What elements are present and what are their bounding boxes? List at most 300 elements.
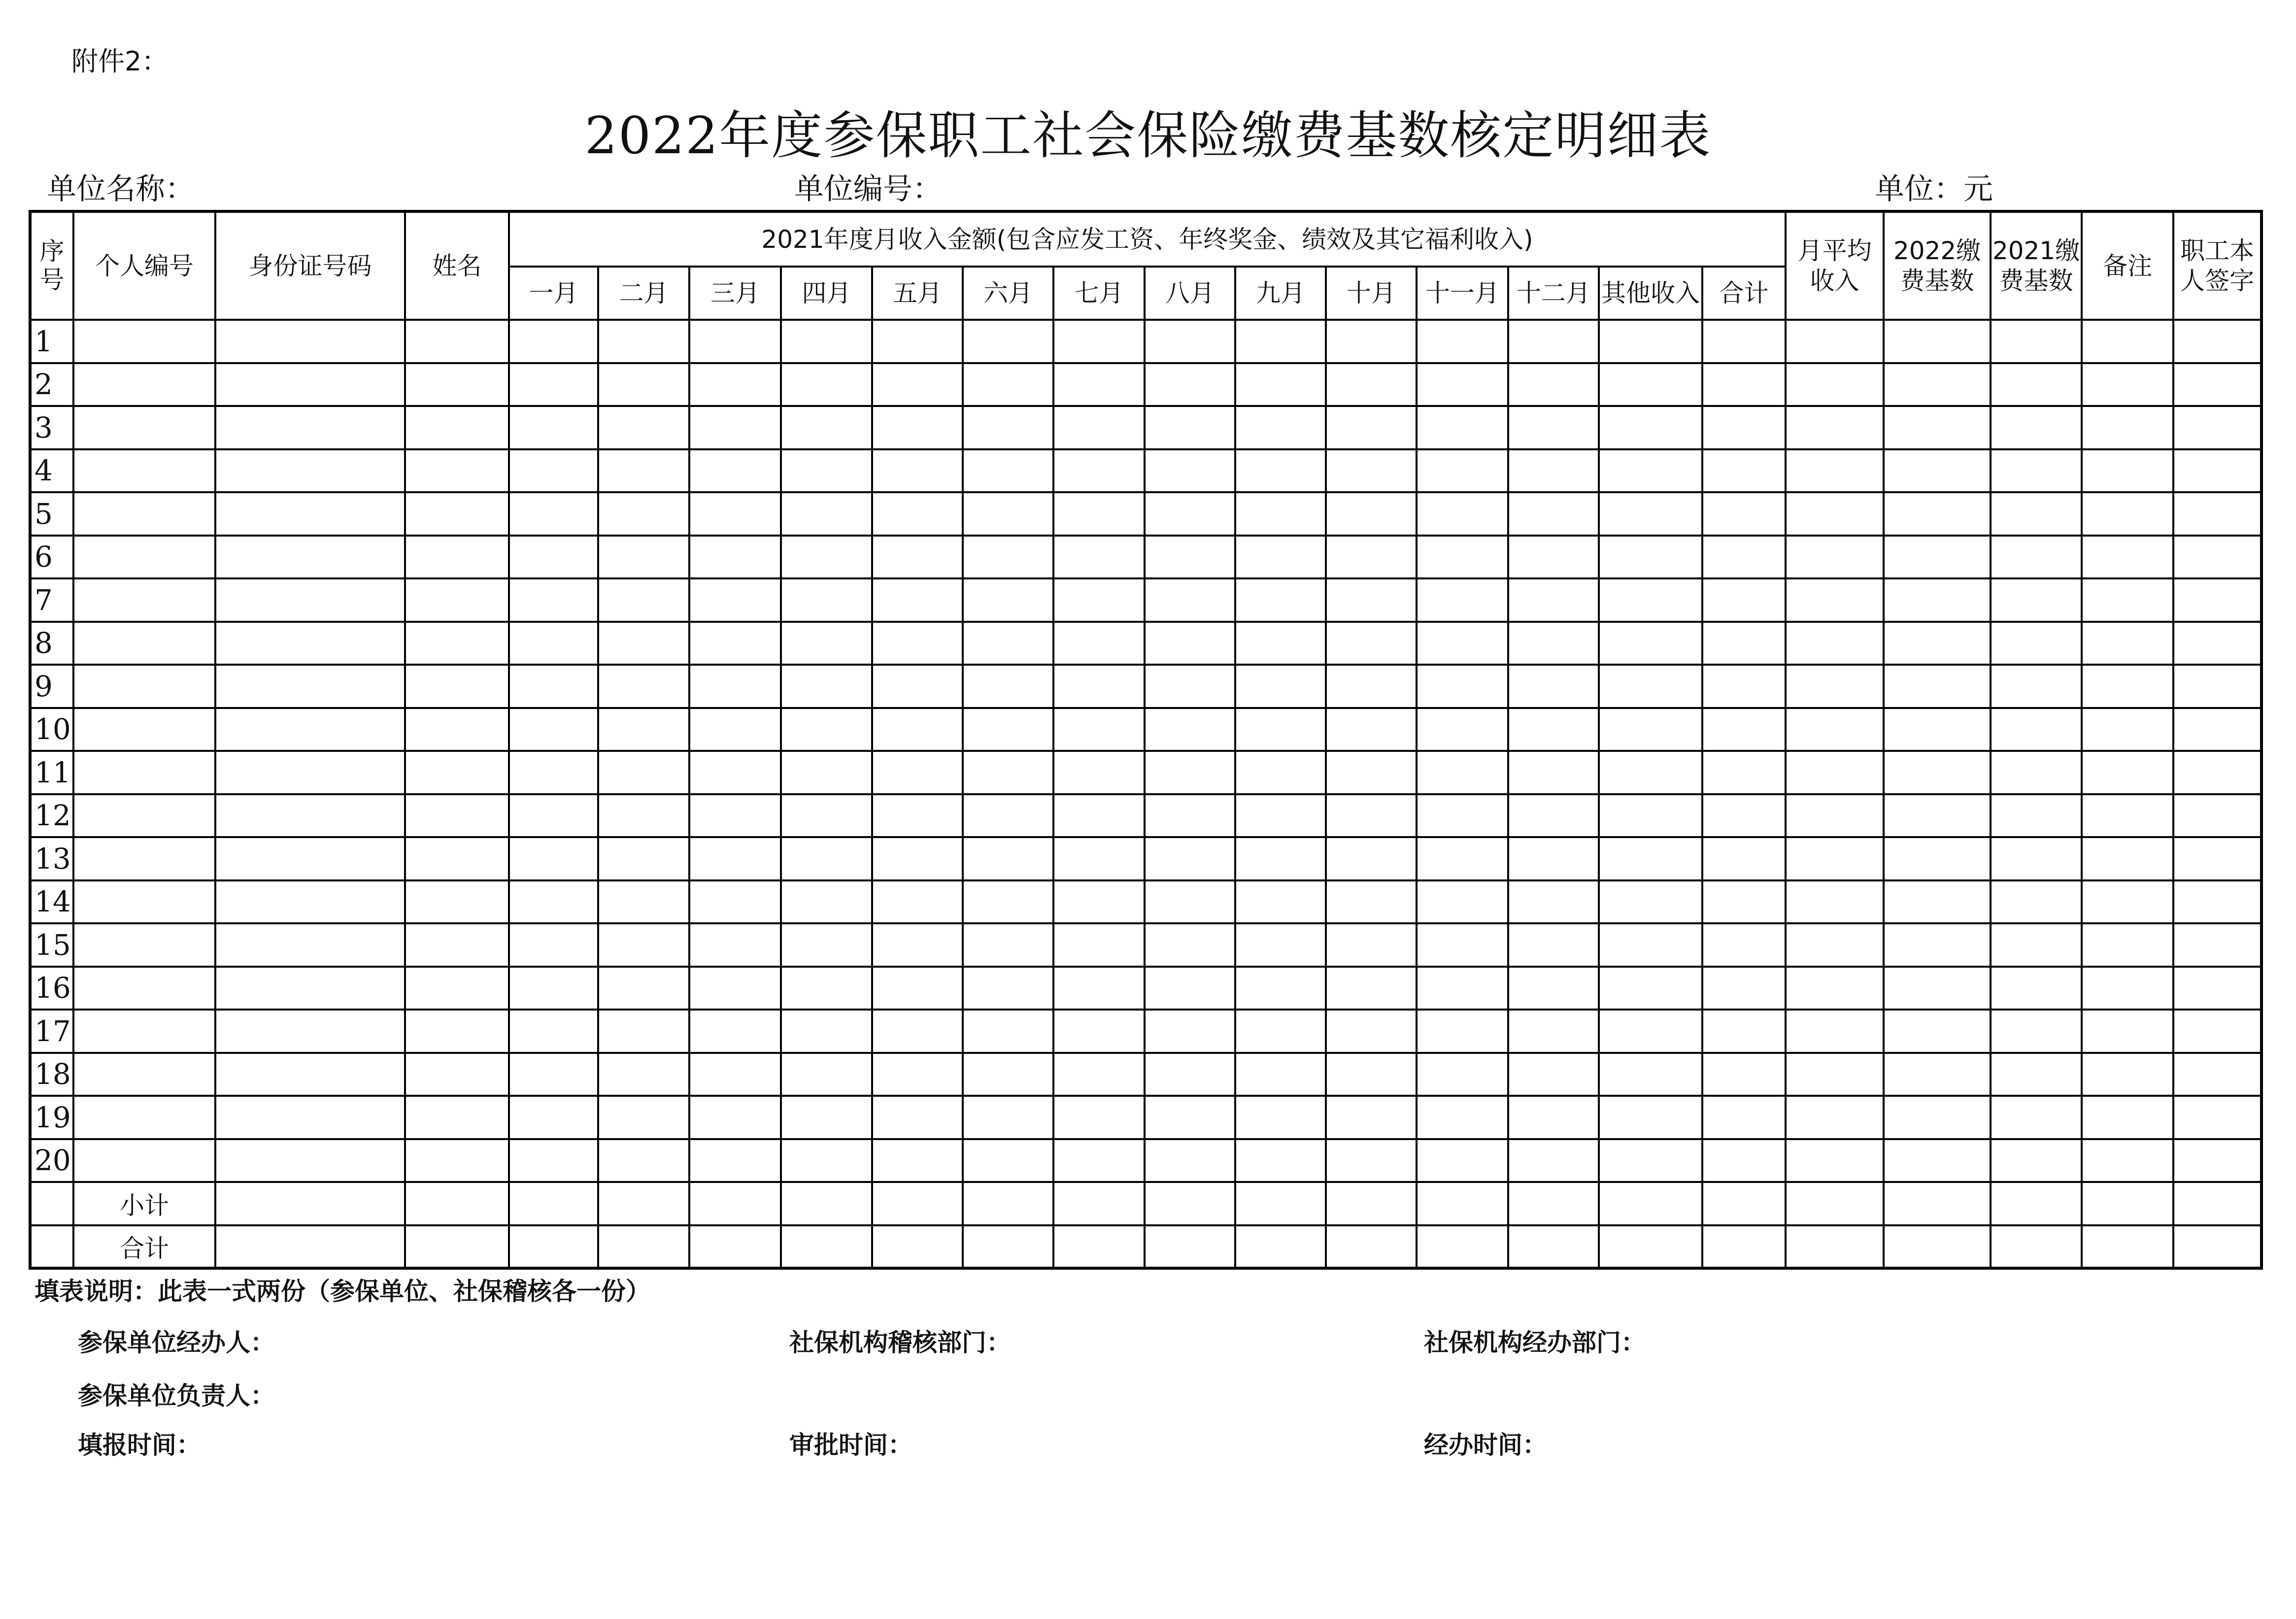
table-cell[interactable] [1508, 1096, 1599, 1139]
table-cell[interactable] [2082, 449, 2173, 493]
table-cell[interactable] [781, 492, 872, 536]
table-cell[interactable] [598, 1182, 689, 1225]
table-cell[interactable] [215, 665, 405, 708]
table-cell[interactable] [1991, 1139, 2082, 1182]
table-cell[interactable] [509, 1225, 598, 1269]
table-cell[interactable] [1417, 492, 1508, 536]
table-cell[interactable] [1991, 837, 2082, 880]
table-cell[interactable] [963, 1010, 1053, 1053]
table-cell[interactable] [1053, 363, 1145, 406]
table-cell[interactable] [1326, 665, 1417, 708]
table-cell[interactable] [1599, 406, 1702, 449]
table-cell[interactable] [1786, 320, 1884, 363]
table-cell[interactable] [598, 708, 689, 751]
table-cell[interactable] [2173, 967, 2262, 1010]
table-cell[interactable] [1326, 449, 1417, 493]
table-cell[interactable] [1053, 492, 1145, 536]
table-cell[interactable] [1145, 1053, 1235, 1096]
table-cell[interactable] [689, 622, 781, 665]
table-cell[interactable] [1508, 1010, 1599, 1053]
table-cell[interactable] [1599, 708, 1702, 751]
table-cell[interactable] [2082, 1096, 2173, 1139]
table-cell[interactable] [509, 967, 598, 1010]
table-cell[interactable] [1145, 449, 1235, 493]
table-cell[interactable] [1235, 1139, 1326, 1182]
table-cell[interactable] [1053, 794, 1145, 838]
table-cell[interactable] [1145, 536, 1235, 579]
table-cell[interactable] [1508, 1139, 1599, 1182]
table-cell[interactable] [1884, 1182, 1991, 1225]
table-cell[interactable] [1508, 751, 1599, 794]
table-cell[interactable] [509, 622, 598, 665]
table-cell[interactable] [1053, 665, 1145, 708]
table-cell[interactable] [1702, 794, 1786, 838]
table-cell[interactable] [2173, 1010, 2262, 1053]
table-cell[interactable] [872, 363, 963, 406]
table-cell[interactable] [1053, 880, 1145, 924]
table-cell[interactable] [1508, 708, 1599, 751]
table-cell[interactable] [2082, 708, 2173, 751]
table-cell[interactable] [1235, 837, 1326, 880]
table-cell[interactable] [1145, 1182, 1235, 1225]
table-cell[interactable] [2173, 449, 2262, 493]
table-cell[interactable] [405, 578, 509, 622]
table-cell[interactable] [1417, 794, 1508, 838]
table-cell[interactable] [509, 751, 598, 794]
table-cell[interactable] [509, 578, 598, 622]
table-cell[interactable] [1599, 751, 1702, 794]
table-cell[interactable] [73, 536, 215, 579]
table-cell[interactable] [2082, 967, 2173, 1010]
table-cell[interactable] [1053, 837, 1145, 880]
table-cell[interactable] [1702, 1053, 1786, 1096]
table-cell[interactable] [1786, 449, 1884, 493]
table-cell[interactable] [598, 578, 689, 622]
table-cell[interactable] [1702, 1096, 1786, 1139]
table-cell[interactable] [1599, 492, 1702, 536]
table-cell[interactable] [598, 406, 689, 449]
table-cell[interactable] [1326, 837, 1417, 880]
table-cell[interactable] [1417, 923, 1508, 967]
table-cell[interactable] [509, 665, 598, 708]
table-cell[interactable] [1991, 536, 2082, 579]
table-cell[interactable] [215, 1182, 405, 1225]
table-cell[interactable] [2082, 1182, 2173, 1225]
table-cell[interactable] [963, 1053, 1053, 1096]
table-cell[interactable] [1884, 880, 1991, 924]
table-cell[interactable] [215, 794, 405, 838]
table-cell[interactable] [1417, 665, 1508, 708]
table-cell[interactable] [1702, 622, 1786, 665]
table-cell[interactable] [1991, 665, 2082, 708]
table-cell[interactable] [1326, 1182, 1417, 1225]
table-cell[interactable] [1326, 406, 1417, 449]
table-cell[interactable] [872, 536, 963, 579]
table-cell[interactable] [509, 1096, 598, 1139]
table-cell[interactable] [1786, 578, 1884, 622]
table-cell[interactable] [1786, 406, 1884, 449]
table-cell[interactable] [1053, 923, 1145, 967]
table-cell[interactable] [2082, 751, 2173, 794]
table-cell[interactable] [73, 320, 215, 363]
table-cell[interactable] [1702, 536, 1786, 579]
table-cell[interactable] [689, 751, 781, 794]
table-cell[interactable] [2082, 837, 2173, 880]
table-cell[interactable] [1599, 1139, 1702, 1182]
table-cell[interactable] [1508, 622, 1599, 665]
table-cell[interactable] [1235, 622, 1326, 665]
table-cell[interactable] [2082, 492, 2173, 536]
table-cell[interactable] [872, 1096, 963, 1139]
table-cell[interactable] [1508, 967, 1599, 1010]
table-cell[interactable] [872, 751, 963, 794]
table-cell[interactable] [689, 837, 781, 880]
table-cell[interactable] [1702, 406, 1786, 449]
table-cell[interactable] [1145, 1225, 1235, 1269]
table-cell[interactable] [1884, 665, 1991, 708]
table-cell[interactable] [689, 1139, 781, 1182]
table-cell[interactable] [1508, 665, 1599, 708]
table-cell[interactable] [1145, 751, 1235, 794]
table-cell[interactable] [2173, 880, 2262, 924]
table-cell[interactable] [509, 923, 598, 967]
table-cell[interactable] [73, 622, 215, 665]
table-cell[interactable] [1884, 923, 1991, 967]
table-cell[interactable] [1786, 363, 1884, 406]
table-cell[interactable] [598, 837, 689, 880]
table-cell[interactable] [1417, 1053, 1508, 1096]
table-cell[interactable] [1326, 880, 1417, 924]
table-cell[interactable] [689, 1053, 781, 1096]
table-cell[interactable] [1786, 1182, 1884, 1225]
table-cell[interactable] [1326, 708, 1417, 751]
table-cell[interactable] [872, 1010, 963, 1053]
table-cell[interactable] [1326, 1096, 1417, 1139]
table-cell[interactable] [405, 923, 509, 967]
table-cell[interactable] [73, 449, 215, 493]
table-cell[interactable] [215, 1010, 405, 1053]
table-cell[interactable] [781, 1139, 872, 1182]
table-cell[interactable] [872, 622, 963, 665]
table-cell[interactable] [1599, 967, 1702, 1010]
table-cell[interactable] [1417, 449, 1508, 493]
table-cell[interactable] [2173, 794, 2262, 838]
table-cell[interactable] [963, 578, 1053, 622]
table-cell[interactable] [872, 794, 963, 838]
table-cell[interactable] [405, 1182, 509, 1225]
table-cell[interactable] [1991, 492, 2082, 536]
table-cell[interactable] [781, 665, 872, 708]
table-cell[interactable] [872, 880, 963, 924]
table-cell[interactable] [598, 1053, 689, 1096]
table-cell[interactable] [781, 406, 872, 449]
table-cell[interactable] [405, 1139, 509, 1182]
table-cell[interactable] [1326, 923, 1417, 967]
table-cell[interactable] [1702, 967, 1786, 1010]
table-cell[interactable] [1884, 708, 1991, 751]
table-cell[interactable] [1991, 449, 2082, 493]
table-cell[interactable] [2173, 1096, 2262, 1139]
table-cell[interactable] [781, 967, 872, 1010]
table-cell[interactable] [598, 363, 689, 406]
table-cell[interactable] [689, 665, 781, 708]
table-cell[interactable] [1053, 1139, 1145, 1182]
table-cell[interactable] [1991, 320, 2082, 363]
table-cell[interactable] [405, 622, 509, 665]
table-cell[interactable] [689, 406, 781, 449]
table-cell[interactable] [73, 406, 215, 449]
table-cell[interactable] [963, 708, 1053, 751]
table-cell[interactable] [1599, 1225, 1702, 1269]
table-cell[interactable] [2082, 794, 2173, 838]
table-cell[interactable] [1508, 837, 1599, 880]
table-cell[interactable] [1326, 1010, 1417, 1053]
table-cell[interactable] [2173, 492, 2262, 536]
table-cell[interactable] [215, 1225, 405, 1269]
table-cell[interactable] [2173, 751, 2262, 794]
table-cell[interactable] [1991, 967, 2082, 1010]
table-cell[interactable] [73, 1096, 215, 1139]
table-cell[interactable] [598, 751, 689, 794]
table-cell[interactable] [1702, 492, 1786, 536]
table-cell[interactable] [598, 923, 689, 967]
table-cell[interactable] [509, 708, 598, 751]
table-cell[interactable] [2082, 622, 2173, 665]
table-cell[interactable] [405, 967, 509, 1010]
table-cell[interactable] [1786, 665, 1884, 708]
table-cell[interactable] [1326, 1225, 1417, 1269]
table-cell[interactable] [1991, 622, 2082, 665]
table-cell[interactable] [689, 794, 781, 838]
table-cell[interactable] [781, 578, 872, 622]
table-cell[interactable] [1053, 967, 1145, 1010]
table-cell[interactable] [1326, 320, 1417, 363]
table-cell[interactable] [1145, 1139, 1235, 1182]
table-cell[interactable] [963, 923, 1053, 967]
table-cell[interactable] [509, 536, 598, 579]
table-cell[interactable] [405, 1010, 509, 1053]
table-cell[interactable] [2082, 923, 2173, 967]
table-cell[interactable] [963, 449, 1053, 493]
table-cell[interactable] [1145, 492, 1235, 536]
table-cell[interactable] [963, 967, 1053, 1010]
table-cell[interactable] [1599, 536, 1702, 579]
table-cell[interactable] [1235, 320, 1326, 363]
table-cell[interactable] [598, 622, 689, 665]
table-cell[interactable] [781, 1053, 872, 1096]
table-cell[interactable] [2082, 363, 2173, 406]
table-cell[interactable] [1702, 665, 1786, 708]
table-cell[interactable] [689, 708, 781, 751]
table-cell[interactable] [781, 794, 872, 838]
table-cell[interactable] [405, 837, 509, 880]
table-cell[interactable] [1991, 794, 2082, 838]
table-cell[interactable] [1884, 1010, 1991, 1053]
table-cell[interactable] [1991, 751, 2082, 794]
table-cell[interactable] [1053, 1225, 1145, 1269]
table-cell[interactable] [2173, 665, 2262, 708]
table-cell[interactable] [1884, 967, 1991, 1010]
table-cell[interactable] [1599, 622, 1702, 665]
table-cell[interactable] [1702, 837, 1786, 880]
table-cell[interactable] [1235, 751, 1326, 794]
table-cell[interactable] [1702, 1010, 1786, 1053]
table-cell[interactable] [215, 837, 405, 880]
table-cell[interactable] [1508, 794, 1599, 838]
table-cell[interactable] [1884, 1225, 1991, 1269]
table-cell[interactable] [872, 320, 963, 363]
table-cell[interactable] [215, 578, 405, 622]
table-cell[interactable] [1991, 578, 2082, 622]
table-cell[interactable] [2173, 363, 2262, 406]
table-cell[interactable] [781, 449, 872, 493]
table-cell[interactable] [73, 1010, 215, 1053]
table-cell[interactable] [2173, 1182, 2262, 1225]
table-cell[interactable] [963, 794, 1053, 838]
table-cell[interactable] [1326, 578, 1417, 622]
table-cell[interactable] [509, 794, 598, 838]
table-cell[interactable] [73, 578, 215, 622]
table-cell[interactable] [1417, 1139, 1508, 1182]
table-cell[interactable] [1145, 363, 1235, 406]
table-cell[interactable] [598, 1096, 689, 1139]
table-cell[interactable] [1145, 923, 1235, 967]
table-cell[interactable] [689, 578, 781, 622]
table-cell[interactable] [73, 751, 215, 794]
table-cell[interactable] [1991, 1096, 2082, 1139]
table-cell[interactable] [215, 1053, 405, 1096]
table-cell[interactable] [1884, 1096, 1991, 1139]
table-cell[interactable] [872, 837, 963, 880]
table-cell[interactable] [1053, 1010, 1145, 1053]
table-cell[interactable] [1702, 751, 1786, 794]
table-cell[interactable] [598, 794, 689, 838]
table-cell[interactable] [1508, 363, 1599, 406]
table-cell[interactable] [1599, 578, 1702, 622]
table-cell[interactable] [509, 1053, 598, 1096]
table-cell[interactable] [215, 751, 405, 794]
table-cell[interactable] [215, 536, 405, 579]
table-cell[interactable] [2173, 708, 2262, 751]
table-cell[interactable] [872, 578, 963, 622]
table-cell[interactable] [509, 1010, 598, 1053]
table-cell[interactable] [598, 536, 689, 579]
table-cell[interactable] [872, 449, 963, 493]
table-cell[interactable] [598, 880, 689, 924]
table-cell[interactable] [1702, 708, 1786, 751]
table-cell[interactable] [963, 1139, 1053, 1182]
table-cell[interactable] [1599, 880, 1702, 924]
table-cell[interactable] [1991, 708, 2082, 751]
table-cell[interactable] [1053, 320, 1145, 363]
table-cell[interactable] [689, 1182, 781, 1225]
table-cell[interactable] [215, 406, 405, 449]
table-cell[interactable] [1145, 320, 1235, 363]
table-cell[interactable] [2173, 406, 2262, 449]
table-cell[interactable] [2082, 320, 2173, 363]
table-cell[interactable] [1326, 794, 1417, 838]
table-cell[interactable] [689, 967, 781, 1010]
table-cell[interactable] [1326, 1139, 1417, 1182]
table-cell[interactable] [215, 622, 405, 665]
table-cell[interactable] [1145, 622, 1235, 665]
table-cell[interactable] [1599, 1096, 1702, 1139]
table-cell[interactable] [1884, 320, 1991, 363]
table-cell[interactable] [689, 880, 781, 924]
table-cell[interactable] [598, 665, 689, 708]
table-cell[interactable] [963, 320, 1053, 363]
table-cell[interactable] [1884, 492, 1991, 536]
table-cell[interactable] [963, 1225, 1053, 1269]
table-cell[interactable] [1235, 665, 1326, 708]
table-cell[interactable] [1786, 492, 1884, 536]
table-cell[interactable] [215, 923, 405, 967]
table-cell[interactable] [1235, 1010, 1326, 1053]
table-cell[interactable] [1053, 536, 1145, 579]
table-cell[interactable] [1326, 536, 1417, 579]
table-cell[interactable] [509, 837, 598, 880]
table-cell[interactable] [1235, 363, 1326, 406]
table-cell[interactable] [963, 622, 1053, 665]
table-cell[interactable] [1235, 406, 1326, 449]
table-cell[interactable] [872, 492, 963, 536]
table-cell[interactable] [1417, 1010, 1508, 1053]
table-cell[interactable] [1235, 923, 1326, 967]
table-cell[interactable] [963, 363, 1053, 406]
table-cell[interactable] [1599, 320, 1702, 363]
table-cell[interactable] [1145, 794, 1235, 838]
table-cell[interactable] [1884, 406, 1991, 449]
table-cell[interactable] [1786, 967, 1884, 1010]
table-cell[interactable] [2082, 1225, 2173, 1269]
table-cell[interactable] [781, 1096, 872, 1139]
table-cell[interactable] [1326, 622, 1417, 665]
table-cell[interactable] [2082, 578, 2173, 622]
table-cell[interactable] [509, 492, 598, 536]
table-cell[interactable] [73, 837, 215, 880]
table-cell[interactable] [1702, 449, 1786, 493]
table-cell[interactable] [1702, 1139, 1786, 1182]
table-cell[interactable] [1884, 837, 1991, 880]
table-cell[interactable] [689, 1010, 781, 1053]
table-cell[interactable] [1786, 1225, 1884, 1269]
table-cell[interactable] [73, 967, 215, 1010]
table-cell[interactable] [598, 1225, 689, 1269]
table-cell[interactable] [781, 923, 872, 967]
table-cell[interactable] [1235, 794, 1326, 838]
table-cell[interactable] [1235, 536, 1326, 579]
table-cell[interactable] [1884, 794, 1991, 838]
table-cell[interactable] [689, 320, 781, 363]
table-cell[interactable] [1417, 1182, 1508, 1225]
table-cell[interactable] [963, 406, 1053, 449]
table-cell[interactable] [1508, 1053, 1599, 1096]
table-cell[interactable] [1235, 880, 1326, 924]
table-cell[interactable] [1991, 880, 2082, 924]
table-cell[interactable] [1326, 751, 1417, 794]
table-cell[interactable] [2082, 1053, 2173, 1096]
table-cell[interactable] [781, 536, 872, 579]
table-cell[interactable] [405, 751, 509, 794]
table-cell[interactable] [1786, 794, 1884, 838]
table-cell[interactable] [963, 751, 1053, 794]
table-cell[interactable] [1508, 1225, 1599, 1269]
table-cell[interactable] [689, 1225, 781, 1269]
table-cell[interactable] [1884, 363, 1991, 406]
table-cell[interactable] [689, 923, 781, 967]
table-cell[interactable] [1508, 536, 1599, 579]
table-cell[interactable] [2173, 578, 2262, 622]
